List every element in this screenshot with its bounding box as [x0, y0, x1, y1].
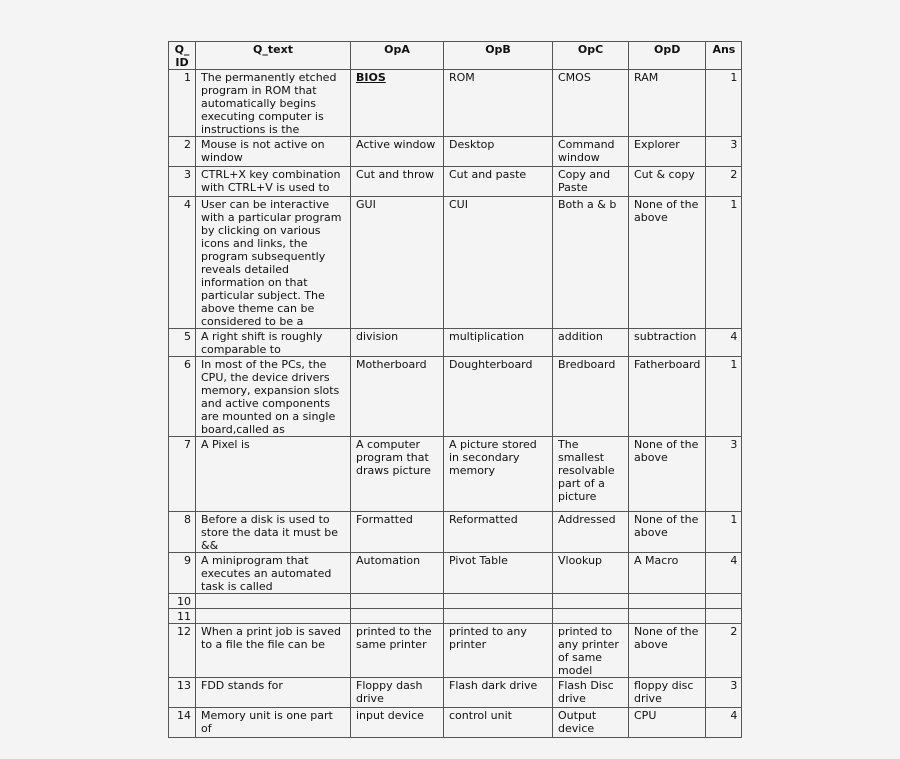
table-row — [169, 512, 742, 553]
table-row — [169, 167, 742, 197]
cell-q-id: 12 — [169, 624, 196, 678]
cell-opb — [444, 609, 553, 624]
cell-opb: multiplication — [444, 329, 553, 357]
header-opb: OpB — [444, 42, 553, 70]
cell-opc — [553, 609, 629, 624]
cell-opa: printed to the same printer — [351, 624, 444, 678]
table-row — [169, 594, 742, 609]
cell-opc: Bredboard — [553, 357, 629, 437]
cell-q-id: 7 — [169, 437, 196, 512]
cell-q-id: 6 — [169, 357, 196, 437]
cell-opa — [351, 594, 444, 609]
cell-opd: A Macro — [629, 553, 706, 594]
cell-q-id: 3 — [169, 167, 196, 197]
cell-q-text: The permanently etched program in ROM that automatically begins executing computer is instructions is the — [196, 70, 351, 137]
cell-opc: Flash Disc drive — [553, 678, 629, 708]
header-row — [169, 42, 742, 70]
cell-opb: Pivot Table — [444, 553, 553, 594]
cell-q-text: Mouse is not active on window — [196, 137, 351, 167]
table-row — [169, 137, 742, 167]
cell-ans — [706, 609, 742, 624]
header-opc: OpC — [553, 42, 629, 70]
cell-opb: Cut and paste — [444, 167, 553, 197]
cell-opd: None of the above — [629, 624, 706, 678]
cell-opc: Vlookup — [553, 553, 629, 594]
cell-opa: A computer program that draws picture — [351, 437, 444, 512]
cell-opc — [553, 594, 629, 609]
header-opd: OpD — [629, 42, 706, 70]
cell-q-text: In most of the PCs, the CPU, the device drivers memory, expansion slots and active components are mounted on a single board,called as — [196, 357, 351, 437]
cell-ans: 4 — [706, 553, 742, 594]
cell-opb: ROM — [444, 70, 553, 137]
cell-ans: 3 — [706, 437, 742, 512]
table-row — [169, 70, 742, 137]
question-table — [168, 41, 742, 738]
cell-q-text: A Pixel is — [196, 437, 351, 512]
cell-q-text: Before a disk is used to store the data it must be && — [196, 512, 351, 553]
cell-opb: A picture stored in secondary memory — [444, 437, 553, 512]
cell-opc: The smallest resolvable part of a picture — [553, 437, 629, 512]
cell-opb: CUI — [444, 197, 553, 329]
cell-q-id: 2 — [169, 137, 196, 167]
cell-opb — [444, 594, 553, 609]
cell-opb: Desktop — [444, 137, 553, 167]
cell-opd: None of the above — [629, 437, 706, 512]
header-q-id: Q_ ID — [169, 42, 196, 70]
cell-q-text: User can be interactive with a particular program by clicking on various icons and links, the program subsequently reveals detailed information on that particular subject. The above theme can be considered to be a — [196, 197, 351, 329]
cell-q-text: Memory unit is one part of — [196, 708, 351, 738]
cell-opc: Output device — [553, 708, 629, 738]
cell-q-text: FDD stands for — [196, 678, 351, 708]
cell-ans — [706, 594, 742, 609]
cell-opd: Explorer — [629, 137, 706, 167]
cell-q-text: A right shift is roughly comparable to — [196, 329, 351, 357]
cell-opd: None of the above — [629, 197, 706, 329]
cell-opa: GUI — [351, 197, 444, 329]
cell-opb: printed to any printer — [444, 624, 553, 678]
table-row — [169, 678, 742, 708]
cell-q-id: 5 — [169, 329, 196, 357]
cell-opa: division — [351, 329, 444, 357]
table-row — [169, 437, 742, 512]
cell-q-text — [196, 609, 351, 624]
cell-q-text: CTRL+X key combination with CTRL+V is used to — [196, 167, 351, 197]
cell-opd — [629, 594, 706, 609]
cell-opd: subtraction — [629, 329, 706, 357]
table-row — [169, 624, 742, 678]
cell-ans: 1 — [706, 70, 742, 137]
cell-opa: Motherboard — [351, 357, 444, 437]
cell-opd: None of the above — [629, 512, 706, 553]
cell-q-id: 13 — [169, 678, 196, 708]
cell-q-id: 8 — [169, 512, 196, 553]
cell-opd: Cut & copy — [629, 167, 706, 197]
table-row — [169, 553, 742, 594]
cell-ans: 4 — [706, 329, 742, 357]
cell-q-id: 11 — [169, 609, 196, 624]
header-q-text: Q_text — [196, 42, 351, 70]
cell-opa: Cut and throw — [351, 167, 444, 197]
cell-ans: 1 — [706, 357, 742, 437]
cell-opb: Flash dark drive — [444, 678, 553, 708]
cell-opd: Fatherboard — [629, 357, 706, 437]
cell-opa: Floppy dash drive — [351, 678, 444, 708]
cell-opa: input device — [351, 708, 444, 738]
cell-ans: 4 — [706, 708, 742, 738]
table-row — [169, 329, 742, 357]
cell-opb: control unit — [444, 708, 553, 738]
cell-opc: Copy and Paste — [553, 167, 629, 197]
cell-ans: 3 — [706, 137, 742, 167]
cell-opa: Active window — [351, 137, 444, 167]
cell-opd: RAM — [629, 70, 706, 137]
cell-q-id: 4 — [169, 197, 196, 329]
cell-opc: Both a & b — [553, 197, 629, 329]
cell-opd: floppy disc drive — [629, 678, 706, 708]
cell-ans: 1 — [706, 197, 742, 329]
cell-opa: BIOS — [351, 70, 444, 137]
cell-opc: Addressed — [553, 512, 629, 553]
cell-opa: Automation — [351, 553, 444, 594]
cell-ans: 2 — [706, 624, 742, 678]
cell-opc: printed to any printer of same model — [553, 624, 629, 678]
cell-opa — [351, 609, 444, 624]
cell-q-id: 9 — [169, 553, 196, 594]
table-row — [169, 197, 742, 329]
cell-q-id: 14 — [169, 708, 196, 738]
cell-opb: Reformatted — [444, 512, 553, 553]
cell-q-id: 1 — [169, 70, 196, 137]
cell-opa: Formatted — [351, 512, 444, 553]
table-row — [169, 357, 742, 437]
cell-q-text: When a print job is saved to a file the file can be — [196, 624, 351, 678]
table-row — [169, 609, 742, 624]
cell-opd — [629, 609, 706, 624]
cell-ans: 1 — [706, 512, 742, 553]
header-opa: OpA — [351, 42, 444, 70]
table-row — [169, 708, 742, 738]
header-ans: Ans — [706, 42, 742, 70]
cell-opc: addition — [553, 329, 629, 357]
cell-opd: CPU — [629, 708, 706, 738]
cell-q-text: A miniprogram that executes an automated task is called — [196, 553, 351, 594]
cell-opc: Command window — [553, 137, 629, 167]
cell-opc: CMOS — [553, 70, 629, 137]
cell-ans: 2 — [706, 167, 742, 197]
cell-q-id: 10 — [169, 594, 196, 609]
cell-opb: Doughterboard — [444, 357, 553, 437]
cell-ans: 3 — [706, 678, 742, 708]
cell-q-text — [196, 594, 351, 609]
